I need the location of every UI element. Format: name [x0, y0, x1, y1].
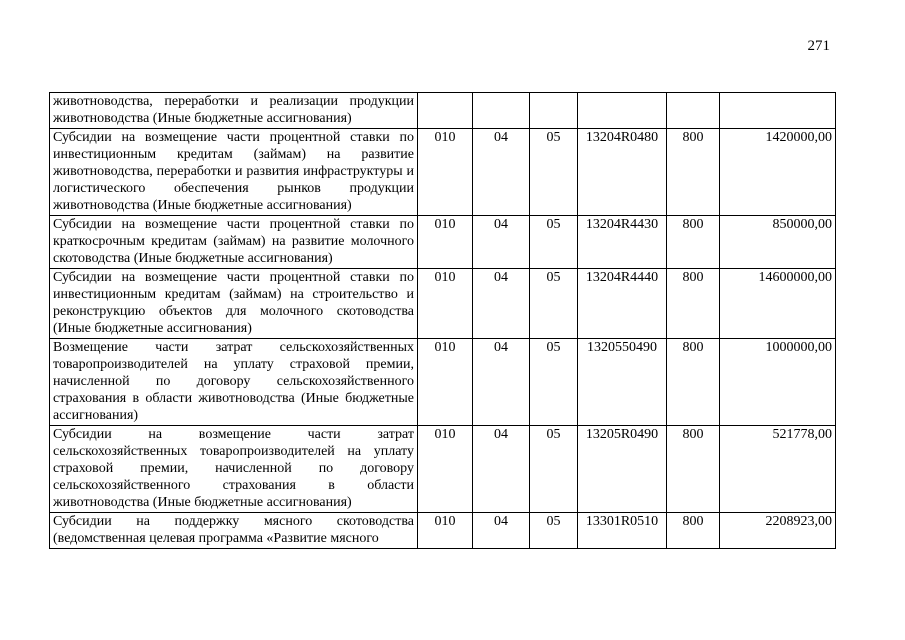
- table-row: [50, 426, 836, 513]
- row-description: животноводства, переработки и реализации продукции животноводства (Иные бюджетные ассигнования): [50, 93, 418, 129]
- ministry-code: 010: [418, 426, 473, 513]
- subsection-code: 05: [530, 339, 578, 426]
- expense-type-code: 800: [667, 513, 720, 549]
- row-description: Субсидии на поддержку мясного скотоводства (ведомственная целевая программа «Развитие мясного: [50, 513, 418, 549]
- target-article-code: 13204R4430: [578, 216, 667, 269]
- ministry-code: 010: [418, 269, 473, 339]
- target-article-code: 13204R0480: [578, 129, 667, 216]
- expense-type-code: 800: [667, 216, 720, 269]
- target-article-code: 13301R0510: [578, 513, 667, 549]
- table-row: [50, 216, 836, 269]
- expense-type-code: 800: [667, 269, 720, 339]
- page-number: 271: [807, 38, 830, 54]
- row-description: Возмещение части затрат сельскохозяйственных товаропроизводителей на уплату страховой премии, начисленной по договору сельскохозяйственного страхования в области животноводства (Иные бюджетные ассигнования): [50, 339, 418, 426]
- target-article-code: 13204R4440: [578, 269, 667, 339]
- subsection-code: 05: [530, 269, 578, 339]
- ministry-code: 010: [418, 129, 473, 216]
- section-code: 04: [473, 513, 530, 549]
- table-row: [50, 339, 836, 426]
- section-code: 04: [473, 426, 530, 513]
- target-article-code: [578, 93, 667, 129]
- row-description: Субсидии на возмещение части затрат сельскохозяйственных товаропроизводителей на уплату страховой премии, начисленной по договору сельскохозяйственного страхования в области животноводства (Иные бюджетные ассигнования): [50, 426, 418, 513]
- ministry-code: 010: [418, 216, 473, 269]
- table-row: [50, 93, 836, 129]
- expense-type-code: 800: [667, 129, 720, 216]
- amount: 850000,00: [720, 216, 836, 269]
- target-article-code: 1320550490: [578, 339, 667, 426]
- amount: 2208923,00: [720, 513, 836, 549]
- ministry-code: 010: [418, 513, 473, 549]
- row-description: Субсидии на возмещение части процентной ставки по инвестиционным кредитам (займам) на развитие животноводства, переработки и развития инфраструктуры и логистического обеспечения рынков продукции животноводства (Иные бюджетные ассигнования): [50, 129, 418, 216]
- subsection-code: 05: [530, 513, 578, 549]
- amount: 1000000,00: [720, 339, 836, 426]
- amount: [720, 93, 836, 129]
- subsection-code: 05: [530, 216, 578, 269]
- target-article-code: 13205R0490: [578, 426, 667, 513]
- table-row: [50, 513, 836, 549]
- ministry-code: [418, 93, 473, 129]
- section-code: 04: [473, 269, 530, 339]
- table-row: [50, 129, 836, 216]
- expense-type-code: [667, 93, 720, 129]
- table-row: [50, 269, 836, 339]
- ministry-code: 010: [418, 339, 473, 426]
- expense-type-code: 800: [667, 339, 720, 426]
- row-description: Субсидии на возмещение части процентной ставки по инвестиционным кредитам (займам) на строительство и реконструкцию объектов для молочного скотоводства (Иные бюджетные ассигнования): [50, 269, 418, 339]
- amount: 521778,00: [720, 426, 836, 513]
- budget-table: [49, 92, 836, 549]
- table-body: [50, 93, 836, 549]
- expense-type-code: 800: [667, 426, 720, 513]
- amount: 1420000,00: [720, 129, 836, 216]
- section-code: 04: [473, 339, 530, 426]
- subsection-code: 05: [530, 129, 578, 216]
- section-code: 04: [473, 129, 530, 216]
- amount: 14600000,00: [720, 269, 836, 339]
- subsection-code: [530, 93, 578, 129]
- section-code: [473, 93, 530, 129]
- subsection-code: 05: [530, 426, 578, 513]
- row-description: Субсидии на возмещение части процентной ставки по краткосрочным кредитам (займам) на развитие молочного скотоводства (Иные бюджетные ассигнования): [50, 216, 418, 269]
- section-code: 04: [473, 216, 530, 269]
